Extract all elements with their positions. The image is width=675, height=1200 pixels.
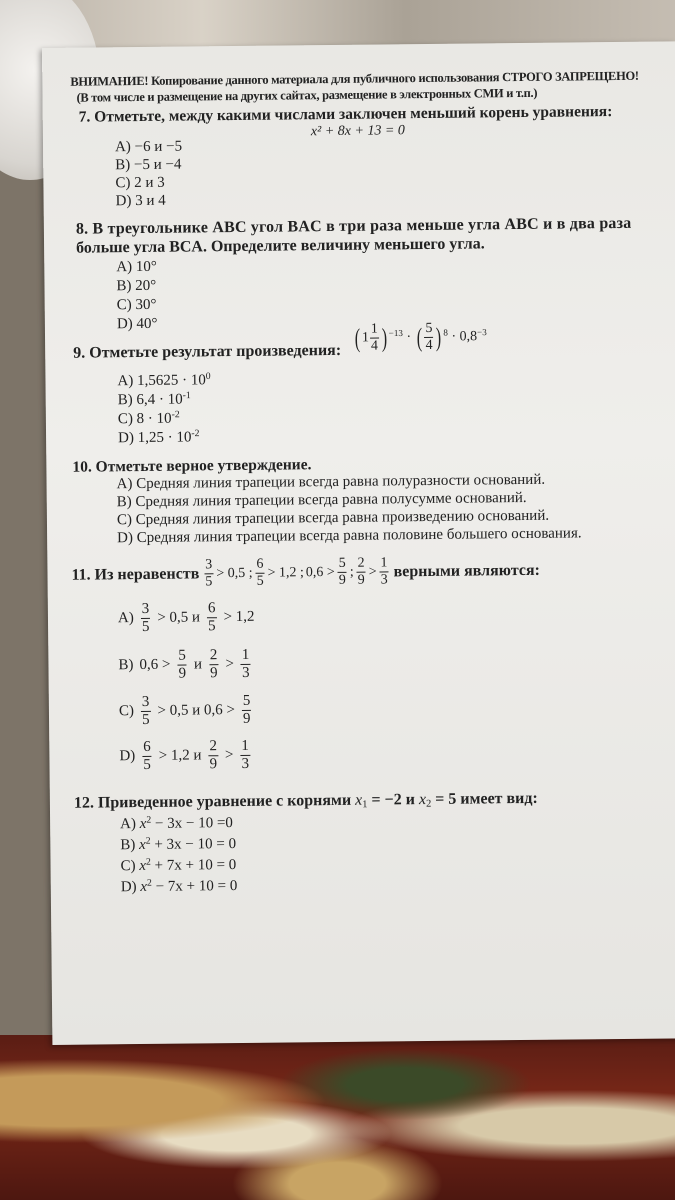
- question-11-answer-d[interactable]: D) 6 5 > 1,2 и 2 9 > 1 3: [119, 737, 250, 773]
- question-10-answer-a[interactable]: A) Средняя линия трапеции всегда равна полуразности оснований.: [116, 471, 546, 493]
- question-9-title: 9. Отметьте результат произведения:: [73, 341, 342, 362]
- question-7-equation: x² + 8x + 13 = 0: [310, 123, 405, 140]
- question-12-answer-b[interactable]: B) $x^2 + 3x - 10 = 0$: [120, 835, 237, 854]
- question-11-inequalities: 3 5 > 0,5 ; 6 5 > 1,2 ; 0,6 > 5 9 ; 2 9 > 1 3: [205, 555, 388, 590]
- question-9-expression: ( 1 $\frac{1}{4}$ ) $^{-13}$ · ( $\frac{5}{4}$ ) $^8 \cdot 0,8^{-3}$: [354, 320, 487, 354]
- question-7-answer-b[interactable]: B) −5 и −4: [115, 156, 182, 174]
- question-11-answer-a[interactable]: A) 3 5 > 0,5 и 6 5 > 1,2: [117, 600, 255, 635]
- question-7-title: 7. Отметьте, между какими числами заключен меньший корень уравнения:: [78, 103, 613, 126]
- question-10-answer-d[interactable]: D) Средняя линия трапеции всегда равна половине большего основания.: [117, 525, 582, 547]
- question-11-title: 11. Из неравенств 3 5 > 0,5 ; 6 5 > 1,2 ; 0,6 > 5 9 ; 2 9 > 1 3 верными являются:: [71, 555, 541, 590]
- question-12-answer-c[interactable]: C) $x^2 + 7x + 10 = 0$: [120, 856, 237, 875]
- question-11-answer-b[interactable]: B) 0,6 > 5 9 и 2 9 > 1 3: [118, 646, 250, 682]
- copyright-warning-line1: ВНИМАНИЕ! Копирование данного материала для публичного использования СТРОГО ЗАПРЕЩЕНО!: [70, 68, 639, 89]
- question-10-title: 10. Отметьте верное утверждение.: [72, 456, 312, 476]
- question-11-answer-c[interactable]: C) 3 5 > 0,5 и 0,6 > 5 9: [118, 692, 251, 728]
- question-9-answer-c[interactable]: C) $8 \cdot 10^{-2}$: [117, 409, 180, 428]
- question-8-line1: 8. В треугольнике ABC угол BAC в три раза меньше угла ABC и в два раза: [75, 214, 632, 238]
- question-8-answer-a[interactable]: A) 10°: [116, 258, 157, 276]
- question-8-answer-b[interactable]: B) 20°: [116, 277, 157, 295]
- question-9-answer-d[interactable]: D) $1,25 \cdot 10^{-2}$: [118, 428, 200, 447]
- question-12-answer-a[interactable]: A) $x^2 - 3x - 10 =0$: [120, 814, 233, 833]
- question-10-answer-c[interactable]: C) Средняя линия трапеции всегда равна произведению оснований.: [116, 507, 550, 529]
- question-7-answer-d[interactable]: D) 3 и 4: [115, 192, 166, 210]
- question-9-answer-b[interactable]: B) $6,4 \cdot 10^{-1}$: [117, 390, 191, 409]
- question-7-answer-c[interactable]: C) 2 и 3: [115, 174, 165, 192]
- worksheet-page: [42, 41, 675, 1045]
- question-10-answer-b[interactable]: B) Средняя линия трапеции всегда равна полусумме оснований.: [116, 489, 527, 511]
- question-8-answer-d[interactable]: D) 40°: [116, 315, 158, 333]
- question-12-answer-d[interactable]: D) $x^2 - 7x + 10 = 0$: [120, 877, 238, 896]
- question-12-title: 12. Приведенное уравнение с корнями $x_1 = -2$ и $x_2 = 5$ имеет вид:: [73, 789, 538, 812]
- background-rug: [0, 1035, 675, 1200]
- question-9-answer-a[interactable]: A) $1,5625 \cdot 10^0$: [117, 370, 211, 390]
- question-7-answer-a[interactable]: A) −6 и −5: [114, 138, 183, 156]
- copyright-warning-line2: (В том числе и размещение на других сайтах, размещение в электронных СМИ и т.п.): [76, 85, 538, 105]
- question-8-answer-c[interactable]: C) 30°: [116, 296, 157, 314]
- question-8-line2: больше угла BCA. Определите величину меньшего угла.: [76, 235, 485, 257]
